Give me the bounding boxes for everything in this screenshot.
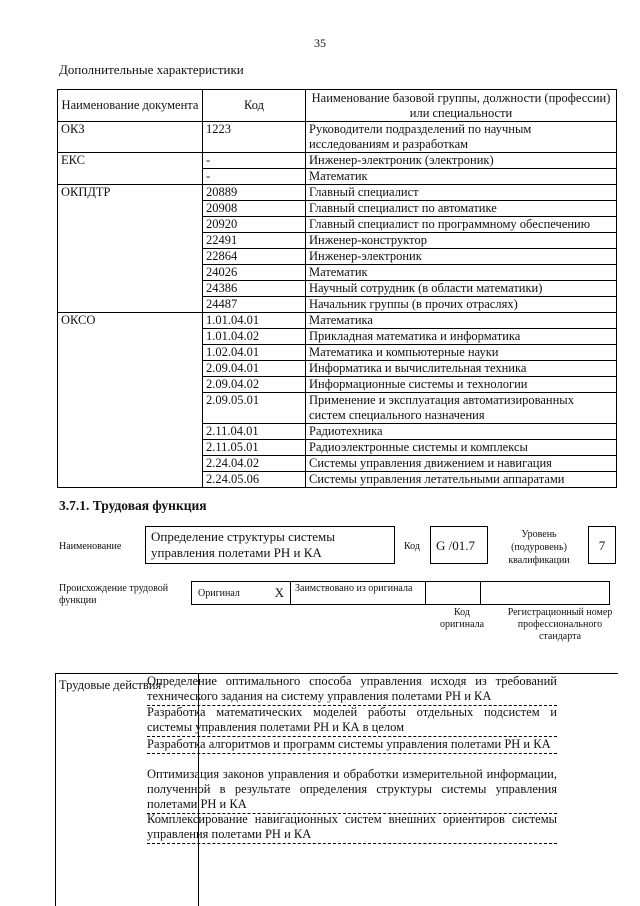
code-cell: 24026 <box>203 265 306 281</box>
name-cell: Начальник группы (в прочих отраслях) <box>306 297 617 313</box>
borrowed-label: Заимствовано из оригинала <box>290 581 426 605</box>
table-body <box>58 122 617 488</box>
code-cell: 1223 <box>203 122 306 153</box>
code-cell: 24386 <box>203 281 306 297</box>
original-mark: X <box>274 585 284 600</box>
table-row <box>58 153 617 169</box>
origin-label: Происхождение трудовой функции <box>59 583 169 606</box>
function-title: 3.7.1. Трудовая функция <box>59 498 207 513</box>
header-name: Наименование базовой группы, должности (профессии) или специальности <box>306 90 617 122</box>
section-heading: Дополнительные характеристики <box>59 62 244 77</box>
code-cell: 2.11.04.01 <box>203 424 306 440</box>
document-cell: ОКЗ <box>58 122 203 153</box>
code-cell: 2.24.05.06 <box>203 472 306 488</box>
page-number: 35 <box>314 36 326 50</box>
function-code-label: Код <box>404 541 420 552</box>
document-cell: ОКПДТР <box>58 185 203 313</box>
code-cell: - <box>203 169 306 185</box>
reg-number-label: Регистрационный номер профессионального стандарта <box>507 607 613 642</box>
code-cell: 20889 <box>203 185 306 201</box>
code-cell: 2.11.05.01 <box>203 440 306 456</box>
origin-row <box>192 581 610 605</box>
code-cell: 2.09.04.01 <box>203 361 306 377</box>
table-row <box>58 122 617 153</box>
action-item: Разработка математических моделей работы отдельных подсистем и системы управления полетами РН и КА в целом <box>147 705 557 737</box>
code-cell: 20920 <box>203 217 306 233</box>
name-cell: Информатика и вычислительная техника <box>306 361 617 377</box>
qualification-level-value: 7 <box>588 526 616 564</box>
name-cell: Главный специалист по автоматике <box>306 201 617 217</box>
document-cell: ОКСО <box>58 313 203 488</box>
name-cell: Математика <box>306 313 617 329</box>
code-cell: - <box>203 153 306 169</box>
name-cell: Радиоэлектронные системы и комплексы <box>306 440 617 456</box>
code-cell: 22491 <box>203 233 306 249</box>
document-cell: ЕКС <box>58 153 203 185</box>
name-cell: Главный специалист <box>306 185 617 201</box>
action-item: Комплексирование навигационных систем внешних ориентиров системы управления полетами РН и КА <box>147 812 557 844</box>
original-label: Оригинал <box>198 587 240 599</box>
name-cell: Инженер-электроник <box>306 249 617 265</box>
name-cell: Математик <box>306 169 617 185</box>
function-name-value: Определение структуры системы управления полетами РН и КА <box>145 526 395 564</box>
name-cell: Инженер-конструктор <box>306 233 617 249</box>
name-cell: Системы управления движением и навигация <box>306 456 617 472</box>
action-item: Оптимизация законов управления и обработки измерительной информации, полученной в результате определения структуры системы управления полетами РН и КА <box>147 767 557 814</box>
name-cell: Руководители подразделений по научным исследованиям и разработкам <box>306 122 617 153</box>
action-item: Определение оптимального способа управления исходя из требований технического задания на систему управления полетами РН и КА <box>147 674 557 706</box>
code-cell: 2.09.04.02 <box>203 377 306 393</box>
name-cell: Информационные системы и технологии <box>306 377 617 393</box>
name-cell: Математик <box>306 265 617 281</box>
function-code-value: G /01.7 <box>430 526 488 564</box>
function-name-label: Наименование <box>59 541 122 552</box>
code-cell: 1.01.04.01 <box>203 313 306 329</box>
name-cell: Системы управления летательными аппаратами <box>306 472 617 488</box>
code-cell: 2.24.04.02 <box>203 456 306 472</box>
name-cell: Радиотехника <box>306 424 617 440</box>
name-cell: Математика и компьютерные науки <box>306 345 617 361</box>
table-row <box>58 313 617 329</box>
header-document: Наименование документа <box>58 90 203 122</box>
actions-label: Трудовые действия <box>59 678 162 692</box>
reg-number-cell <box>480 581 610 605</box>
table-row <box>58 185 617 201</box>
original-code-label: Код оригинала <box>439 607 485 630</box>
characteristics-table <box>57 89 617 488</box>
code-cell: 24487 <box>203 297 306 313</box>
name-cell: Главный специалист по программному обеспечению <box>306 217 617 233</box>
header-code: Код <box>203 90 306 122</box>
name-cell: Инженер-электроник (электроник) <box>306 153 617 169</box>
code-cell: 1.01.04.02 <box>203 329 306 345</box>
name-cell: Прикладная математика и информатика <box>306 329 617 345</box>
original-cell <box>191 581 291 605</box>
code-cell: 1.02.04.01 <box>203 345 306 361</box>
code-cell: 20908 <box>203 201 306 217</box>
qualification-level-label: Уровень (подуровень) квалификации <box>508 529 570 566</box>
name-cell: Применение и эксплуатация автоматизированных систем специального назначения <box>306 393 617 424</box>
code-cell: 22864 <box>203 249 306 265</box>
action-item: Разработка алгоритмов и программ системы управления полетами РН и КА <box>147 737 557 754</box>
code-cell: 2.09.05.01 <box>203 393 306 424</box>
table-header-row <box>58 90 617 122</box>
name-cell: Научный сотрудник (в области математики) <box>306 281 617 297</box>
original-code-cell <box>425 581 481 605</box>
